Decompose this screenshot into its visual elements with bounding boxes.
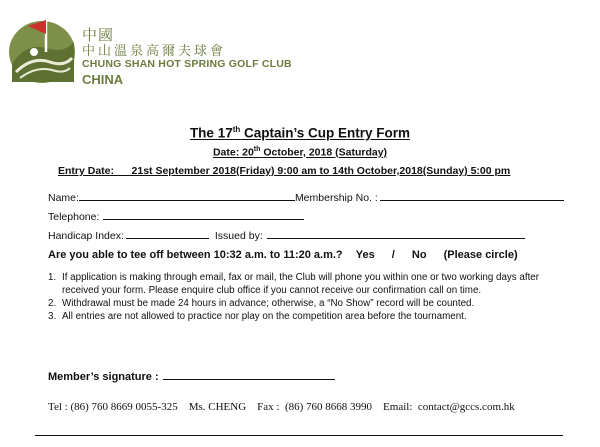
club-name-chinese-top: 中國 xyxy=(82,26,115,44)
rule-number: 1. xyxy=(48,272,57,283)
tee-off-hint: (Please circle) xyxy=(443,249,518,261)
rule-number: 3. xyxy=(48,311,57,322)
email-label: Email: xyxy=(383,401,413,413)
signature-field[interactable] xyxy=(163,369,335,380)
telephone-field[interactable] xyxy=(103,209,304,220)
tel-value: (86) 760 8669 0055-325 xyxy=(70,401,178,413)
telephone-row xyxy=(48,209,304,223)
issued-by-field[interactable] xyxy=(267,228,525,239)
form-title xyxy=(0,125,600,141)
telephone-label: Telephone: xyxy=(48,211,100,223)
handicap-row xyxy=(48,228,525,242)
rule-number: 2. xyxy=(48,298,57,309)
name-label: Name: xyxy=(48,192,79,204)
club-name-chinese: 中山溫泉高爾夫球會 xyxy=(82,44,227,59)
tee-off-question-text: Are you able to tee off between 10:32 a.m. to 11:20 a.m.? xyxy=(48,249,343,261)
event-date xyxy=(0,146,600,159)
form-title-sup: th xyxy=(232,125,241,134)
issued-by-label: Issued by: xyxy=(214,230,263,242)
event-date-rest: October, 2018 (Saturday) xyxy=(260,146,388,159)
membership-field[interactable] xyxy=(380,190,564,201)
entry-date-label: Entry Date: xyxy=(58,165,115,177)
signature-row xyxy=(48,369,335,383)
list-item xyxy=(48,310,558,323)
club-country: CHINA xyxy=(82,72,124,87)
contact-line xyxy=(48,401,515,413)
tee-off-yes-option[interactable]: Yes xyxy=(355,249,375,261)
entry-date xyxy=(58,165,510,177)
handicap-label: Handicap Index: xyxy=(48,230,124,242)
handicap-field[interactable] xyxy=(126,228,209,239)
tee-off-separator: / xyxy=(391,249,395,261)
signature-label: Member’s signature : xyxy=(48,371,159,383)
golf-flag-emblem-icon xyxy=(6,12,78,86)
fax-value: (86) 760 8668 3990 xyxy=(284,401,373,413)
event-date-sup: th xyxy=(253,146,261,153)
footer-divider xyxy=(35,435,563,436)
club-name-english: CHUNG SHAN HOT SPRING GOLF CLUB xyxy=(82,58,292,70)
rules-list xyxy=(48,271,558,323)
entry-date-value: 21st September 2018(Friday) 9:00 am to 14th October,2018(Sunday) 5:00 pm xyxy=(131,165,511,177)
list-item xyxy=(48,271,558,297)
membership-label: Membership No. : xyxy=(294,192,378,204)
tee-off-question xyxy=(48,249,518,261)
form-title-text: The 17 xyxy=(189,125,233,141)
name-field[interactable] xyxy=(79,190,295,201)
rule-text: All entries are not allowed to practice nor play on the competition area before the tournament. xyxy=(62,311,467,322)
rule-text: Withdrawal must be made 24 hours in advance; otherwise, a “No Show” record will be counted. xyxy=(62,298,475,309)
email-value: contact@gccs.com.hk xyxy=(417,401,515,413)
list-item xyxy=(48,297,558,310)
contact-person: Ms. CHENG xyxy=(188,401,247,413)
rule-text: If application is making through email, fax or mail, the Club will phone you within one or two working days after received your form. Please enquire club office if you cannot receive our confirmation call on time. xyxy=(62,272,540,296)
name-row xyxy=(48,190,564,204)
form-title-rest: Captain’s Cup Entry Form xyxy=(240,125,411,141)
event-date-label: Date: 20 xyxy=(212,146,254,159)
tel-label: Tel : xyxy=(48,401,68,413)
tee-off-no-option[interactable]: No xyxy=(411,249,427,261)
fax-label: Fax : xyxy=(257,401,280,413)
